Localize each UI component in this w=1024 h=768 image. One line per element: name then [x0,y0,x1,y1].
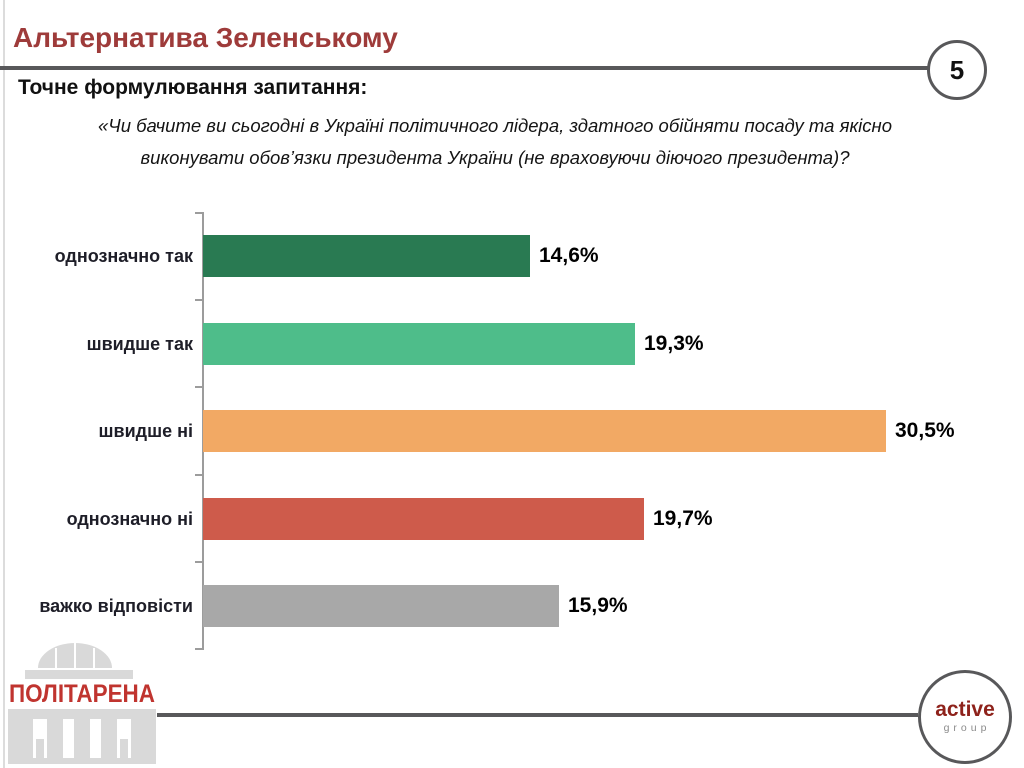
building-architrave [25,670,133,679]
question-line-2: виконувати обов’язки президента України (не враховуючи діючого президента)? [140,147,850,168]
category-label: важко відповісти [39,596,193,616]
bar [203,585,559,627]
category-label: швидше ні [98,421,193,441]
value-label: 30,5% [895,419,955,442]
building-column [101,719,117,758]
building-base [8,758,156,764]
building-pylon [8,719,33,758]
question-text [30,110,960,174]
bar [203,235,530,277]
bar [203,323,635,365]
axis-tick [195,561,202,563]
page-number-badge: 5 [927,40,987,100]
politarena-logo [8,642,156,764]
axis-tick [195,299,202,301]
axis-tick [195,648,202,650]
bar-row [0,498,1024,540]
bar-row [0,235,1024,277]
bar-row [0,585,1024,627]
politarena-logo-text: ПОЛІТАРЕНА [9,680,155,708]
value-label: 14,6% [539,244,599,267]
building-block [120,739,128,758]
axis-tick [195,474,202,476]
bar-row [0,410,1024,452]
header-divider-line [0,66,930,70]
category-label: однозначно так [54,246,193,266]
building-column [47,719,63,758]
bar-row [0,323,1024,365]
building-entablature [8,709,156,719]
question-line-1: «Чи бачите ви сьогодні в Україні політичного лідера, здатного обійняти посаду та якісно [97,115,893,136]
active-logo-text: active [935,698,995,721]
value-label: 15,9% [568,594,628,617]
axis-tick [195,212,202,214]
axis-tick [195,386,202,388]
active-group-logo [918,670,1012,764]
footer-divider-line [157,713,918,717]
bar-chart [0,212,1024,652]
page-title: Альтернатива Зеленському [13,22,398,53]
building-pylon [131,719,156,758]
bar [203,498,644,540]
category-label: однозначно ні [66,508,193,529]
category-label: швидше так [86,333,193,354]
value-label: 19,3% [644,331,704,355]
building-column [74,719,90,758]
bar [203,410,886,452]
group-logo-text: group [943,722,991,734]
value-label: 19,7% [653,506,713,530]
building-block [36,739,44,758]
question-label: Точне формулювання запитання: [18,76,368,99]
